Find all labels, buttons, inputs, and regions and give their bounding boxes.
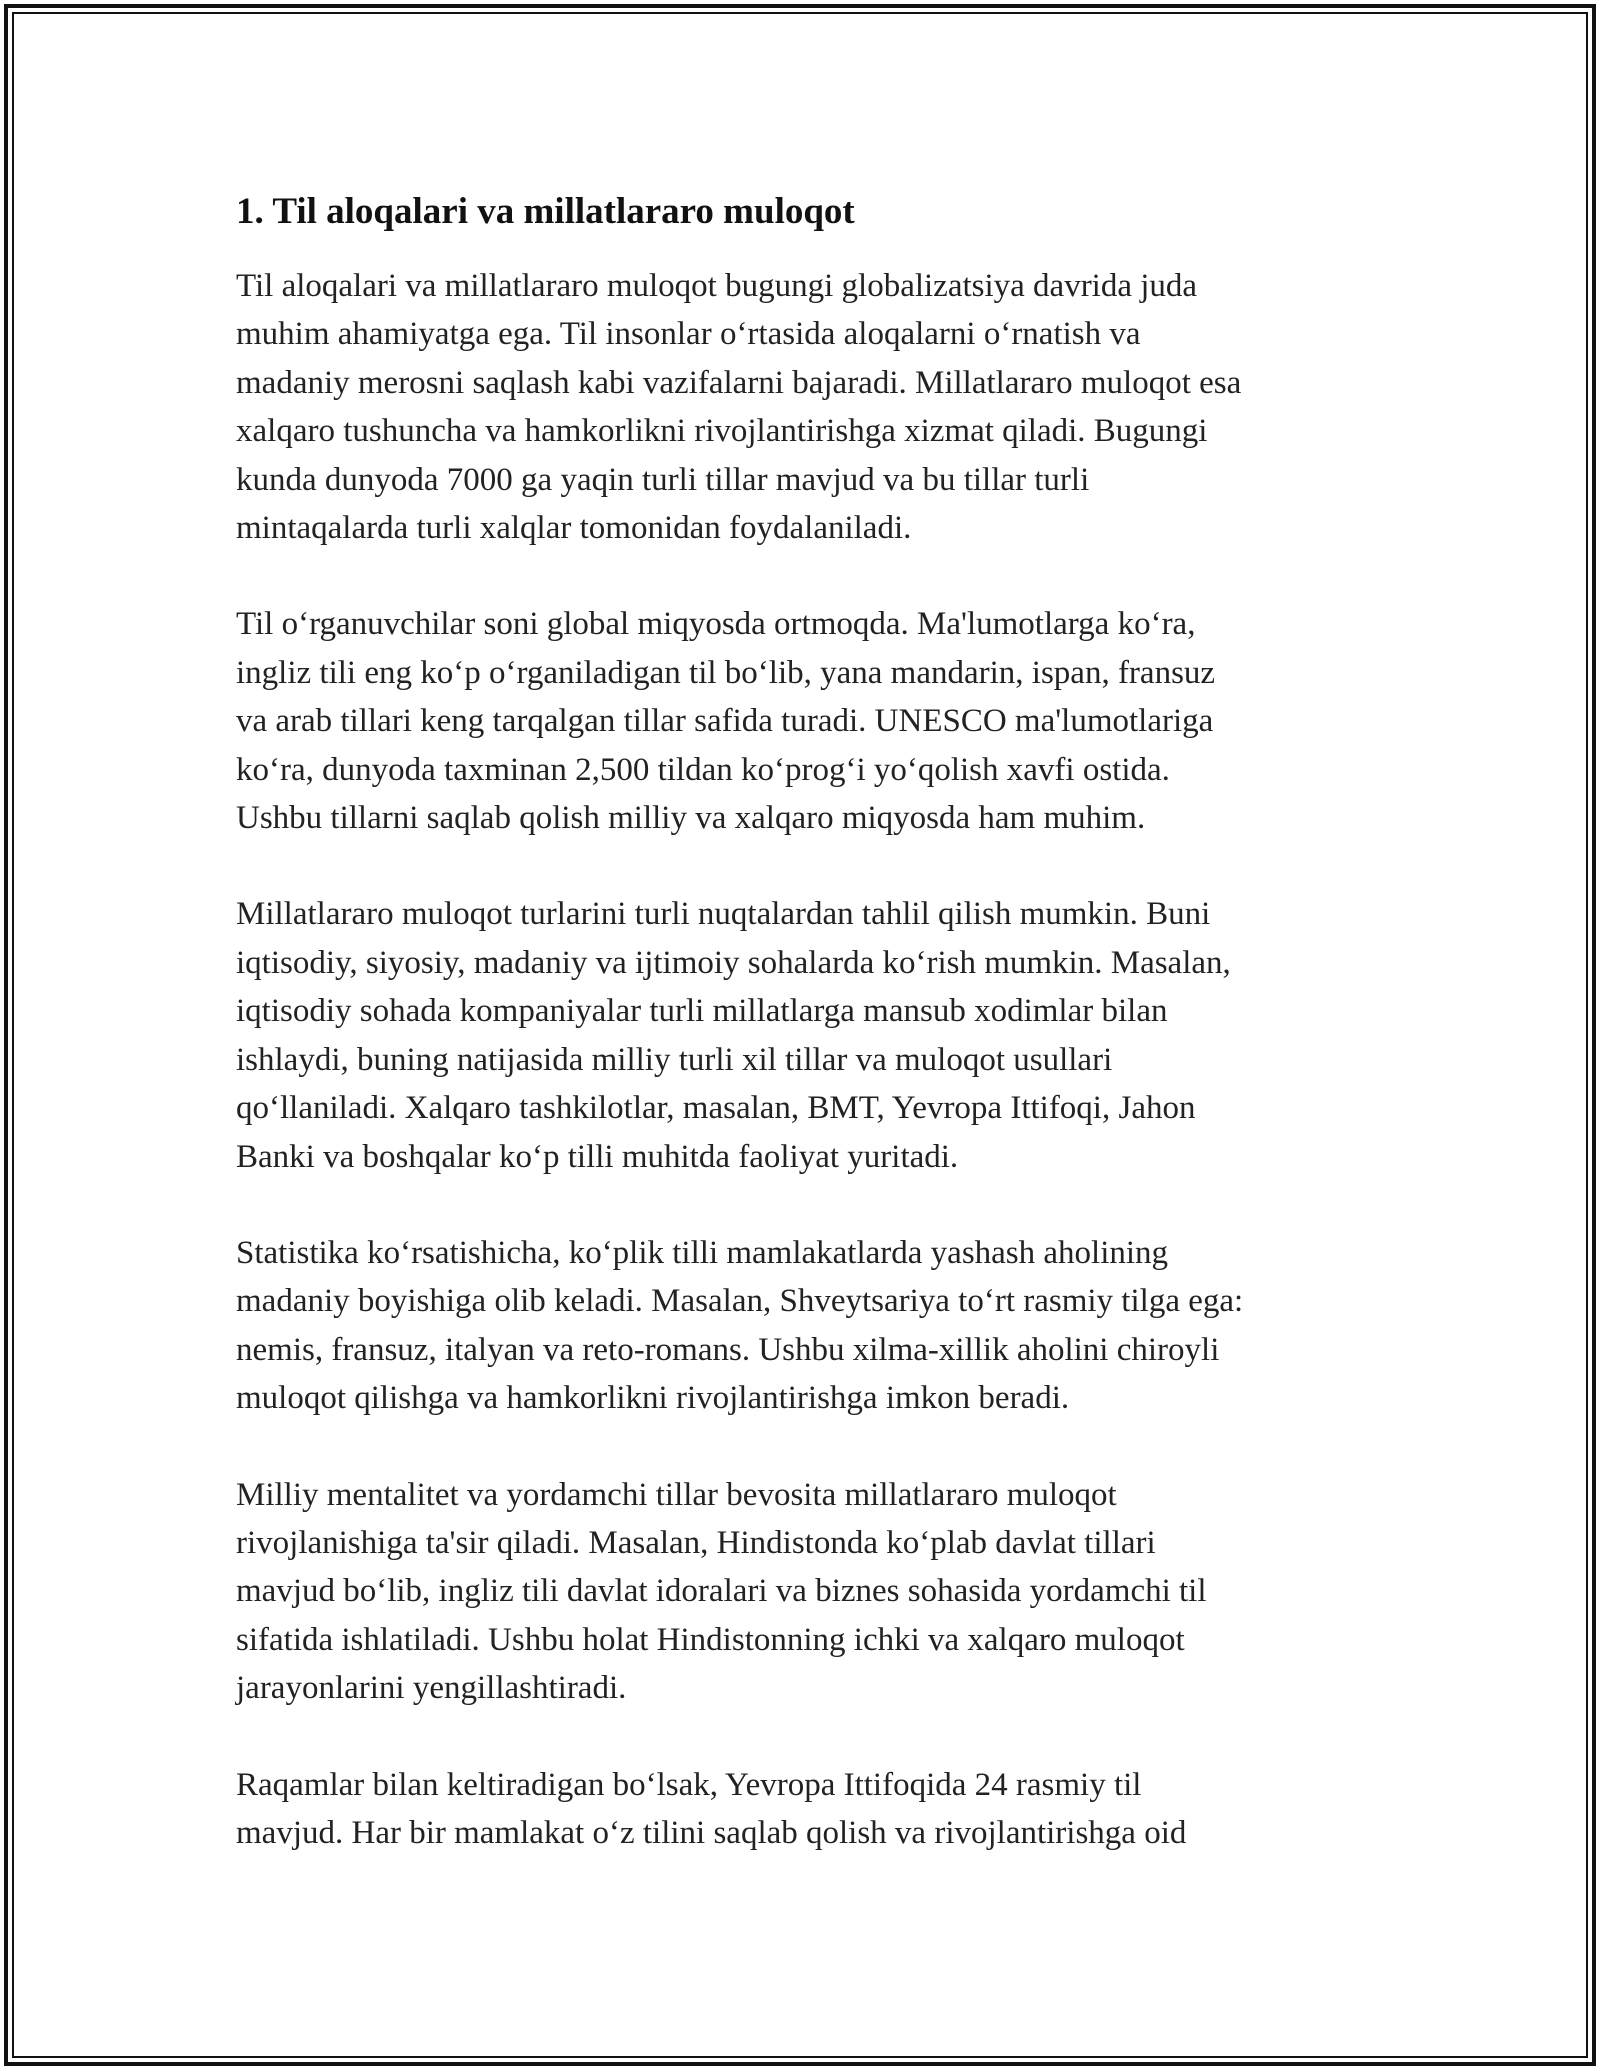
paragraph-2: Til o‘rganuvchilar soni global miqyosda ortmoqda. Ma'lumotlarga ko‘ra, ingliz tili eng ko‘p o‘rganiladigan til bo‘lib, yana mandarin, ispan, fransuz va arab tillari keng tarqalgan tillar safida turadi. UNESCO ma'lumotlariga ko‘ra, dunyoda taxminan 2,500 tildan ko‘prog‘i yo‘qolish xavfi ostida. Ushbu tillarni saqlab qolish milliy va xalqaro miqyosda ham muhim. bbox=[236, 606, 1216, 837]
section-heading: 1. Til aloqalari va millatlararo muloqot bbox=[236, 191, 855, 232]
paragraph-6: Raqamlar bilan keltiradigan bo‘lsak, Yevropa Ittifoqida 24 rasmiy til mavjud. Har bir mamlakat o‘z tilini saqlab qolish va rivojlantirishga oid bbox=[236, 1766, 1187, 1851]
paragraph-4: Statistika ko‘rsatishicha, ko‘plik tilli mamlakatlarda yashash aholining madaniy boyishiga olib keladi. Masalan, Shveytsariya to‘rt rasmiy tilga ega: nemis, fransuz, italyan va reto-romans. Ushbu xilma-xillik aholini chiroyli muloqot qilishga va hamkorlikni rivojlantirishga imkon beradi. bbox=[236, 1234, 1244, 1417]
paragraph-5: Milliy mentalitet va yordamchi tillar bevosita millatlararo muloqot rivojlanishiga ta'sir qiladi. Masalan, Hindistonda ko‘plab davlat tillari mavjud bo‘lib, ingliz tili davlat idoralari va biznes sohasida yordamchi til sifatida ishlatiladi. Ushbu holat Hindistonning ichki va xalqaro muloqot jarayonlarini yengillashtiradi. bbox=[236, 1476, 1207, 1707]
paragraph-1: Til aloqalari va millatlararo muloqot bugungi globalizatsiya davrida juda muhim ahamiyatga ega. Til insonlar o‘rtasida aloqalarni o‘rnatish va madaniy merosni saqlash kabi vazifalarni bajaradi. Millatlararo muloqot esa xalqaro tushuncha va hamkorlikni rivojlantirishga xizmat qiladi. Bugungi kunda dunyoda 7000 ga yaqin turli tillar mavjud va bu tillar turli mintaqalarda turli xalqlar tomonidan foydalaniladi. bbox=[236, 268, 1242, 547]
document-body bbox=[236, 186, 1366, 1905]
paragraph-3: Millatlararo muloqot turlarini turli nuqtalardan tahlil qilish mumkin. Buni iqtisodiy, siyosiy, madaniy va ijtimoiy sohalarda ko‘rish mumkin. Masalan, iqtisodiy sohada kompaniyalar turli millatlarga mansub xodimlar bilan ishlaydi, buning natijasida milliy turli xil tillar va muloqot usullari qo‘llaniladi. Xalqaro tashkilotlar, masalan, BMT, Yevropa Ittifoqi, Jahon Banki va boshqalar ko‘p tilli muhitda faoliyat yuritadi. bbox=[236, 896, 1231, 1175]
